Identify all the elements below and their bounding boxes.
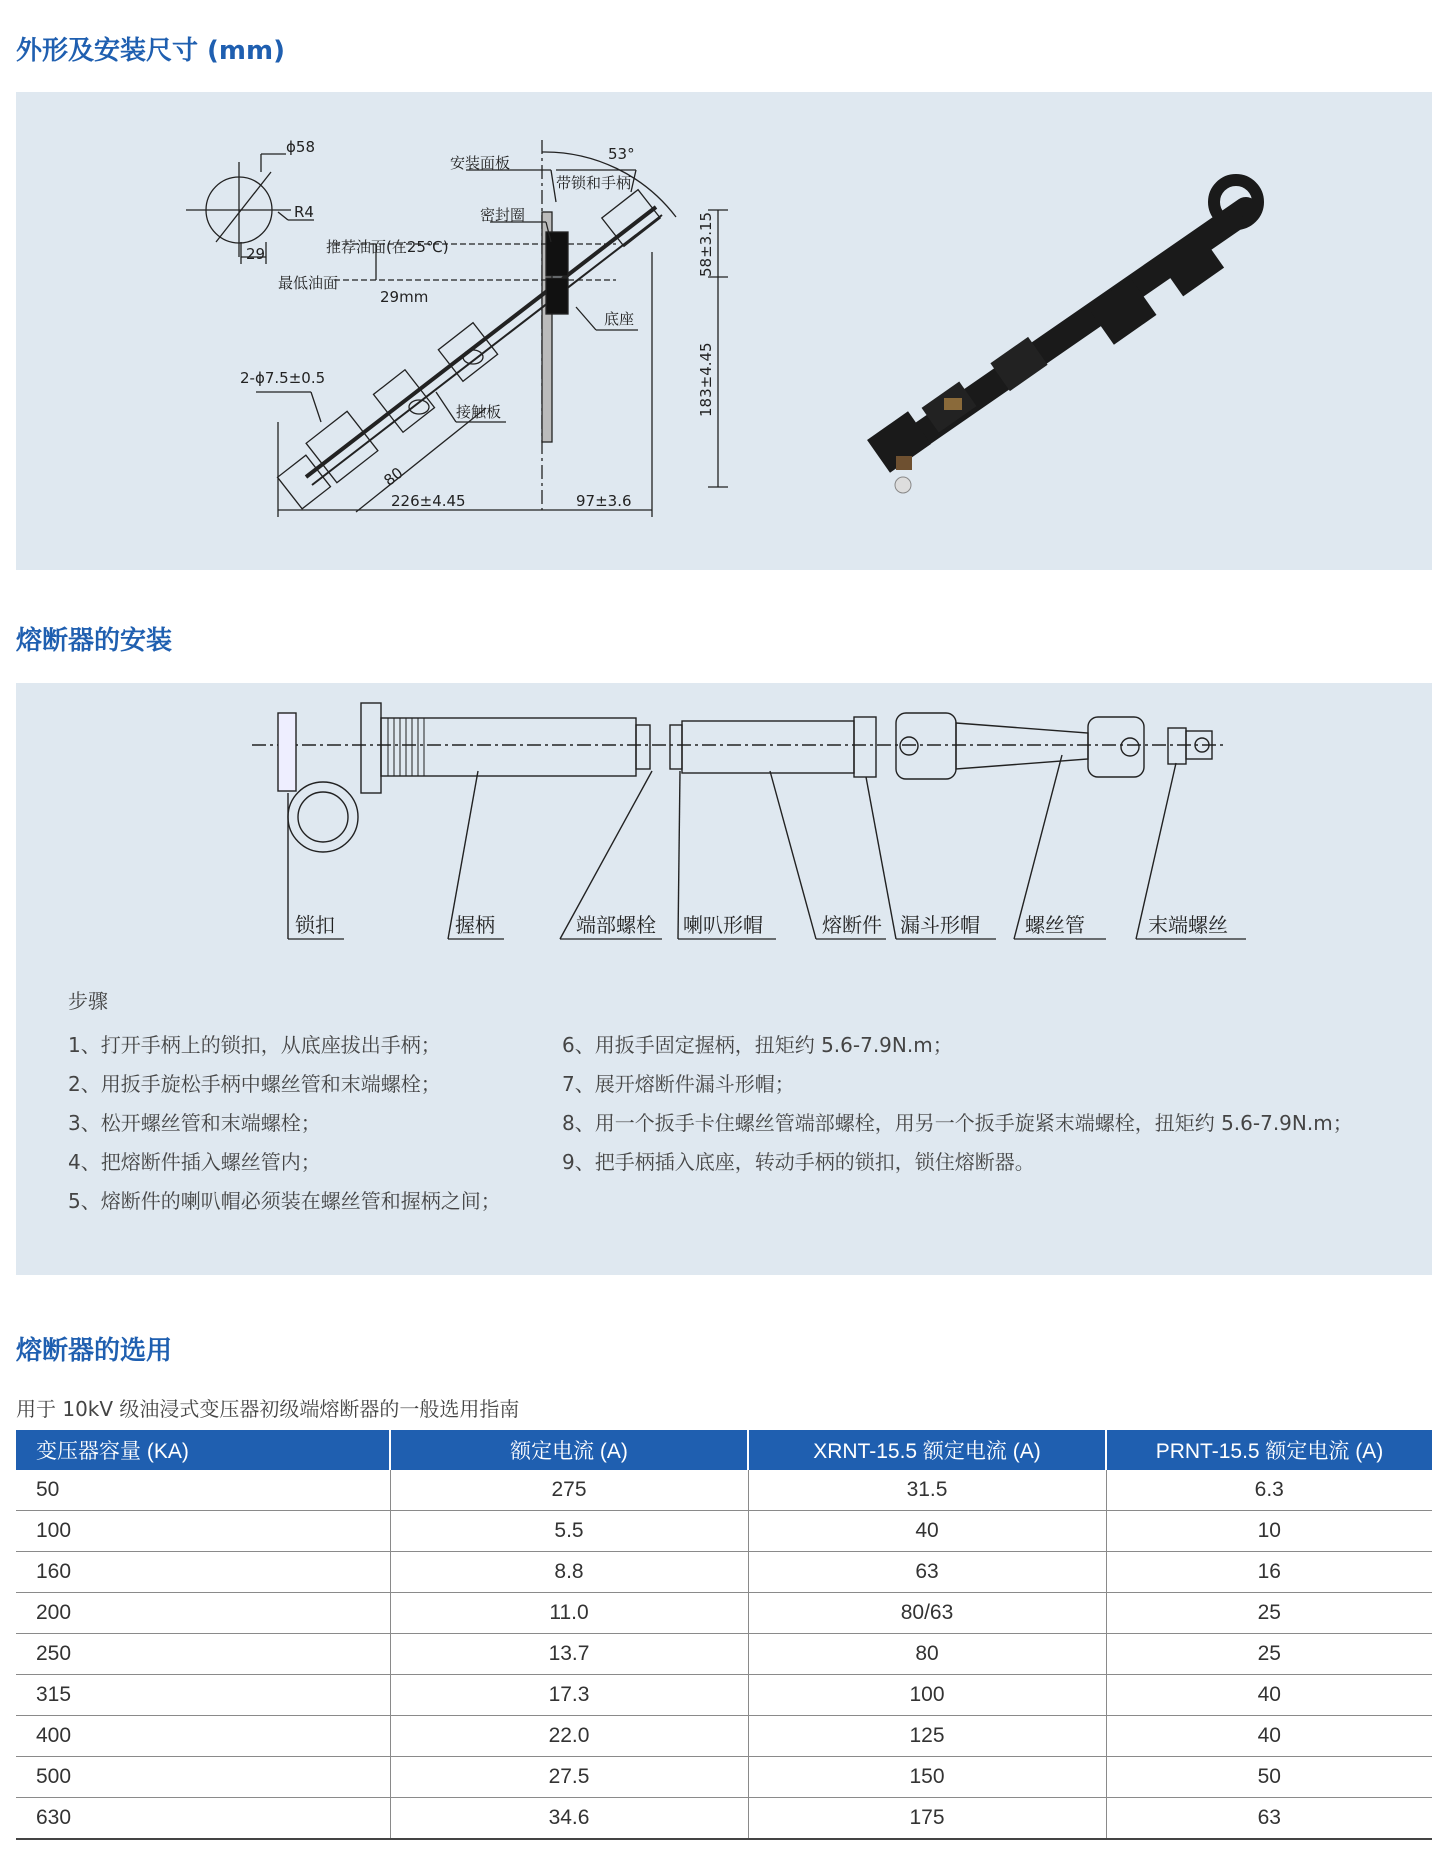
cell-capacity: 400 <box>16 1716 390 1757</box>
cell-capacity: 630 <box>16 1798 390 1840</box>
cell-prnt: 25 <box>1106 1593 1432 1634</box>
part-label-grip: 握柄 <box>455 913 495 937</box>
table-row <box>16 1593 1432 1634</box>
table-row <box>16 1675 1432 1716</box>
label-contact-plate: 接触板 <box>456 403 502 421</box>
label-29: 29 <box>246 245 266 263</box>
part-label-end-bolt: 端部螺栓 <box>576 913 656 937</box>
cell-rated-current: 17.3 <box>390 1675 748 1716</box>
cell-prnt: 50 <box>1106 1757 1432 1798</box>
cell-prnt: 40 <box>1106 1716 1432 1757</box>
step-3: 3、松开螺丝管和末端螺栓； <box>68 1111 321 1135</box>
step-2: 2、用扳手旋松手柄中螺丝管和末端螺栓； <box>68 1072 441 1096</box>
cell-capacity: 315 <box>16 1675 390 1716</box>
cell-rated-current: 8.8 <box>390 1552 748 1593</box>
cell-rated-current: 22.0 <box>390 1716 748 1757</box>
cell-xrnt: 100 <box>748 1675 1106 1716</box>
product-photo <box>867 180 1258 493</box>
cell-xrnt: 150 <box>748 1757 1106 1798</box>
table-row <box>16 1470 1432 1511</box>
cell-xrnt: 63 <box>748 1552 1106 1593</box>
steps-title: 步骤 <box>68 989 108 1013</box>
part-label-end-screw: 末端螺丝 <box>1148 913 1228 937</box>
label-seal-ring: 密封圈 <box>480 206 526 224</box>
cell-prnt: 25 <box>1106 1634 1432 1675</box>
header-transformer-capacity: 变压器容量 (KA) <box>16 1430 390 1470</box>
table-header-row <box>16 1430 1432 1470</box>
cell-prnt: 63 <box>1106 1798 1432 1840</box>
cell-rated-current: 13.7 <box>390 1634 748 1675</box>
cell-capacity: 200 <box>16 1593 390 1634</box>
label-base: 底座 <box>604 310 635 328</box>
cell-xrnt: 40 <box>748 1511 1106 1552</box>
table-row <box>16 1757 1432 1798</box>
step-9: 9、把手柄插入底座，转动手柄的锁扣，锁住熔断器。 <box>562 1150 1035 1174</box>
cell-capacity: 50 <box>16 1470 390 1511</box>
label-97: 97±3.6 <box>576 492 632 510</box>
exploded-parts-drawing <box>16 683 1432 973</box>
cell-capacity: 100 <box>16 1511 390 1552</box>
cell-xrnt: 125 <box>748 1716 1106 1757</box>
step-8: 8、用一个扳手卡住螺丝管端部螺栓，用另一个扳手旋紧末端螺栓，扭矩约 5.6-7.9N.m； <box>562 1111 1353 1135</box>
step-7: 7、展开熔断件漏斗形帽； <box>562 1072 795 1096</box>
dimension-drawing <box>16 92 1432 570</box>
dimensions-panel <box>16 92 1432 570</box>
label-183: 183±4.45 <box>697 342 715 417</box>
table-row <box>16 1798 1432 1840</box>
cell-prnt: 16 <box>1106 1552 1432 1593</box>
cell-rated-current: 27.5 <box>390 1757 748 1798</box>
table-row <box>16 1511 1432 1552</box>
table-row <box>16 1552 1432 1593</box>
selection-table <box>16 1430 1432 1840</box>
step-4: 4、把熔断件插入螺丝管内； <box>68 1150 321 1174</box>
label-phi58: ϕ58 <box>286 138 315 156</box>
part-label-fuse-element: 熔断件 <box>822 913 882 937</box>
label-min-oil: 最低油面 <box>278 274 339 292</box>
cell-rated-current: 34.6 <box>390 1798 748 1840</box>
dimensions-title: 外形及安装尺寸 (mm) <box>16 36 286 66</box>
part-label-funnel-cap: 漏斗形帽 <box>900 913 980 937</box>
label-mount-panel: 安装面板 <box>450 154 511 172</box>
header-xrnt-rated-current: XRNT-15.5 额定电流 (A) <box>748 1430 1106 1470</box>
cell-xrnt: 80/63 <box>748 1593 1106 1634</box>
step-5: 5、熔断件的喇叭帽必须装在螺丝管和握柄之间； <box>68 1189 501 1213</box>
cell-xrnt: 80 <box>748 1634 1106 1675</box>
selection-title: 熔断器的选用 <box>16 1336 173 1366</box>
label-29mm: 29mm <box>380 288 429 306</box>
cell-xrnt: 31.5 <box>748 1470 1106 1511</box>
header-prnt-rated-current: PRNT-15.5 额定电流 (A) <box>1106 1430 1432 1470</box>
step-1: 1、打开手柄上的锁扣，从底座拔出手柄； <box>68 1033 441 1057</box>
label-80: 80 <box>380 463 407 490</box>
table-row <box>16 1716 1432 1757</box>
part-label-lock: 锁扣 <box>295 913 335 937</box>
table-row <box>16 1634 1432 1675</box>
label-lock-handle: 带锁和手柄 <box>556 174 632 192</box>
cell-xrnt: 175 <box>748 1798 1106 1840</box>
label-r4: R4 <box>294 203 314 221</box>
label-oil-level: 推荐油面(在25℃) <box>326 238 449 256</box>
cell-rated-current: 11.0 <box>390 1593 748 1634</box>
part-label-trumpet-cap: 喇叭形帽 <box>683 913 763 937</box>
cell-prnt: 6.3 <box>1106 1470 1432 1511</box>
cell-prnt: 10 <box>1106 1511 1432 1552</box>
part-label-screw-tube: 螺丝管 <box>1025 913 1085 937</box>
cell-rated-current: 5.5 <box>390 1511 748 1552</box>
selection-subtitle: 用于 10kV 级油浸式变压器初级端熔断器的一般选用指南 <box>16 1397 520 1421</box>
cell-rated-current: 275 <box>390 1470 748 1511</box>
label-angle: 53° <box>608 145 635 163</box>
label-58: 58±3.15 <box>697 211 715 277</box>
label-226: 226±4.45 <box>391 492 466 510</box>
header-rated-current: 额定电流 (A) <box>390 1430 748 1470</box>
cell-capacity: 250 <box>16 1634 390 1675</box>
label-holes: 2-ϕ7.5±0.5 <box>240 369 326 387</box>
cell-prnt: 40 <box>1106 1675 1432 1716</box>
installation-title: 熔断器的安装 <box>16 626 173 656</box>
step-6: 6、用扳手固定握柄，扭矩约 5.6-7.9N.m； <box>562 1033 953 1057</box>
cell-capacity: 160 <box>16 1552 390 1593</box>
cell-capacity: 500 <box>16 1757 390 1798</box>
